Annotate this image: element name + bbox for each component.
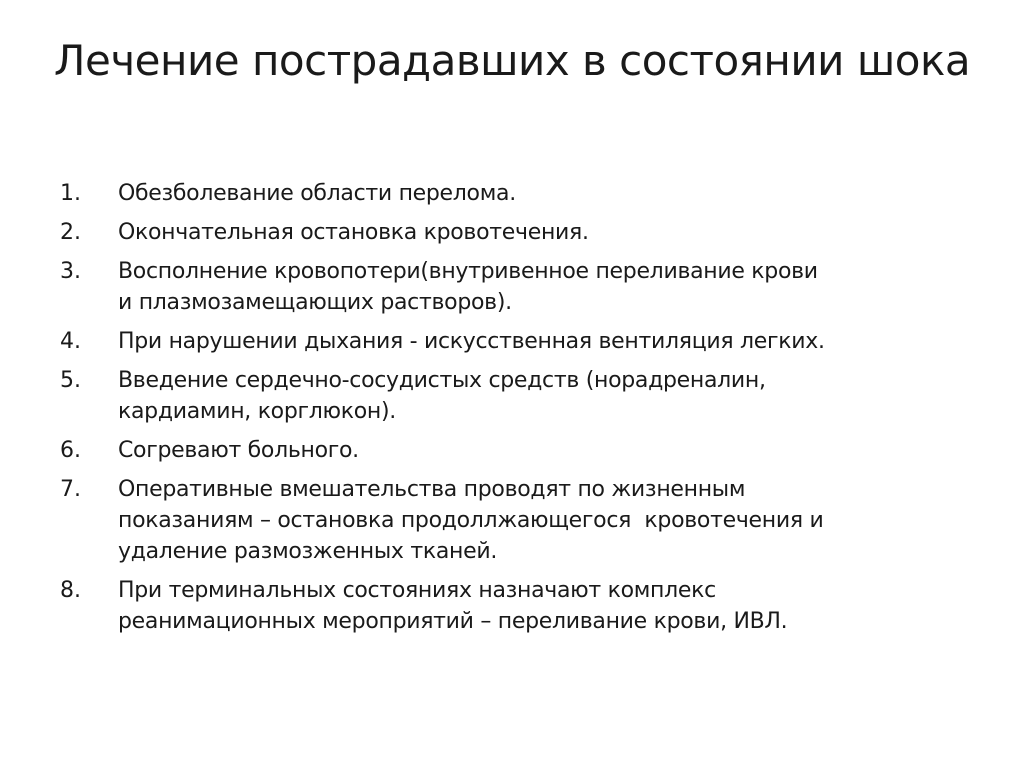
list-item-number: 2. [60, 220, 81, 245]
slide-title: Лечение пострадавших в состоянии шока [53, 36, 971, 85]
list-item-number: 5. [60, 368, 81, 393]
treatment-list [60, 178, 960, 645]
list-item-text: Оперативные вмешательства проводят по жизненным показаниям – остановка продоллжающегося кровотечения и удаление размозженных тканей. [118, 477, 824, 564]
list-item [60, 435, 960, 466]
list-item-text: Согревают больного. [118, 438, 359, 463]
list-item-text: Окончательная остановка кровотечения. [118, 220, 589, 245]
list-item-text: Введение сердечно-сосудистых средств (норадреналин, кардиамин, корглюкон). [118, 368, 766, 424]
list-item [60, 365, 960, 427]
list-item-number: 4. [60, 329, 81, 354]
list-item [60, 474, 960, 567]
list-item-number: 7. [60, 477, 81, 502]
list-item [60, 326, 960, 357]
list-item-number: 1. [60, 181, 81, 206]
list-item [60, 178, 960, 209]
list-item-text: Восполнение кровопотери(внутривенное переливание крови и плазмозамещающих растворов). [118, 259, 818, 315]
list-item [60, 575, 960, 637]
list-item-text: При терминальных состояниях назначают комплекс реанимационных мероприятий – переливание крови, ИВЛ. [118, 578, 788, 634]
list-item-number: 8. [60, 578, 81, 603]
list-item [60, 256, 960, 318]
list-item [60, 217, 960, 248]
list-item-text: Обезболевание области перелома. [118, 181, 516, 206]
list-item-number: 6. [60, 438, 81, 463]
list-item-number: 3. [60, 259, 81, 284]
list-item-text: При нарушении дыхания - искусственная вентиляция легких. [118, 329, 825, 354]
